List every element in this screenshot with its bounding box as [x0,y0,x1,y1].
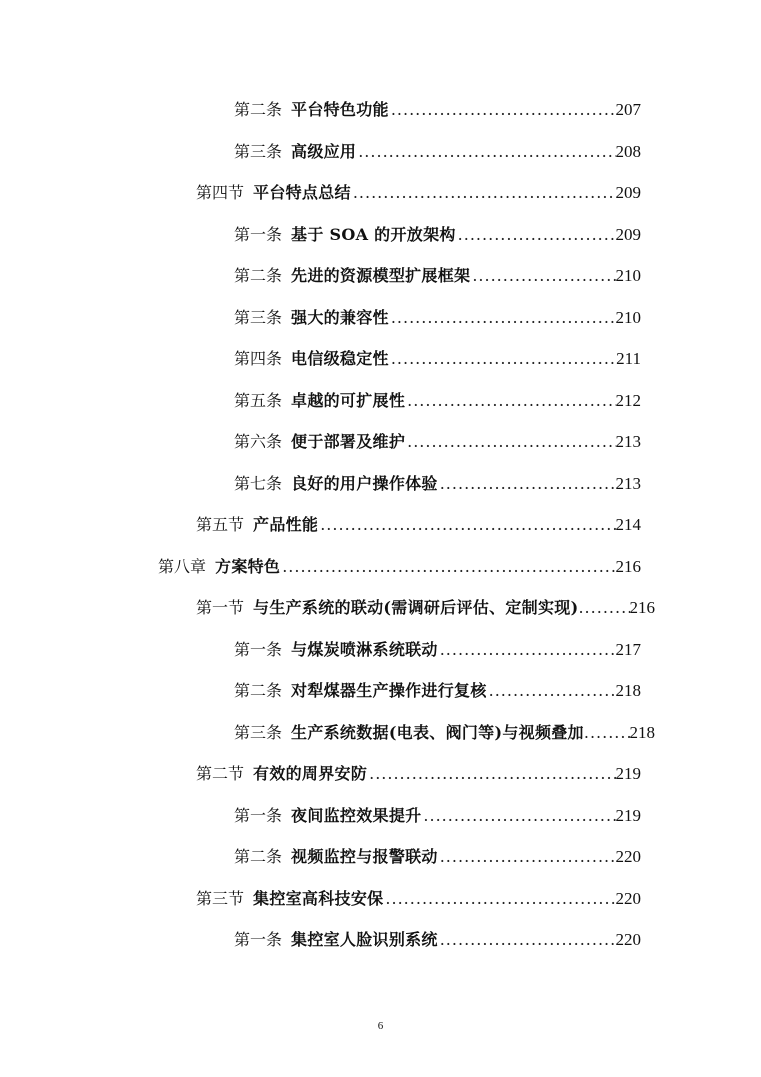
dot-leader [405,386,615,416]
toc-entry[interactable] [234,469,641,499]
toc-entry-page: 220 [615,930,641,949]
toc-entry[interactable] [196,510,641,540]
dot-leader [351,178,616,208]
toc-entry[interactable] [234,635,641,665]
toc-entry-page: 220 [615,847,641,866]
toc-entry-page: 212 [615,391,641,410]
dot-leader [389,95,616,125]
toc-entry-page: 219 [615,764,641,783]
toc-entry-page: 210 [615,266,641,285]
toc-entry-title: 高级应用 [291,142,357,161]
toc-entry[interactable] [196,178,641,208]
toc-entry-number: 第一节 [196,598,245,617]
toc-entry[interactable] [196,593,655,623]
toc-entry-number: 第一条 [234,225,283,244]
toc-entry[interactable] [234,303,641,333]
toc-entry-number: 第二节 [196,764,245,783]
toc-entry-page: 207 [615,100,641,119]
toc-entry-page: 216 [629,598,655,617]
dot-leader [318,510,615,540]
dot-leader [438,635,616,665]
toc-entry-page: 218 [629,723,655,742]
toc-entry-title: 卓越的可扩展性 [291,391,406,410]
dot-leader [383,884,615,914]
toc-entry[interactable] [234,95,641,125]
toc-entry[interactable] [234,427,641,457]
toc-entry-page: 213 [615,432,641,451]
toc-entry-title: 有效的周界安防 [253,764,368,783]
dot-leader [456,220,616,250]
toc-entry-number: 第四节 [196,183,245,202]
toc-entry-title: 平台特点总结 [253,183,351,202]
toc-entry-title: 强大的兼容性 [291,308,389,327]
toc-entry-title: 基于 SOA 的开放架构 [291,225,456,244]
toc-entry-title: 平台特色功能 [291,100,389,119]
toc-entry-page: 208 [615,142,641,161]
toc-entry-number: 第七条 [234,474,283,493]
toc-entry-number: 第三条 [234,308,283,327]
toc-entry[interactable] [158,552,641,582]
toc-entry-title: 对犁煤器生产操作进行复核 [291,681,487,700]
toc-entry-title: 方案特色 [215,557,281,576]
toc-entry-page: 213 [615,474,641,493]
toc-entry[interactable] [234,801,641,831]
toc-entry-page: 209 [615,225,641,244]
dot-leader [356,137,615,167]
dot-leader [280,552,615,582]
toc-entry[interactable] [234,220,641,250]
toc-entry-page: 219 [615,806,641,825]
toc-entry-number: 第二条 [234,681,283,700]
toc-entry-title: 电信级稳定性 [291,349,389,368]
dot-leader [438,842,616,872]
toc-entry-number: 第一条 [234,806,283,825]
toc-entry-title: 集控室高科技安保 [253,889,384,908]
dot-leader [584,718,630,748]
toc-entry-number: 第五条 [234,391,283,410]
toc-entry-number: 第五节 [196,515,245,534]
toc-entry-title: 良好的用户操作体验 [291,474,438,493]
toc-entry-number: 第三条 [234,142,283,161]
toc-entry[interactable] [234,676,641,706]
toc-entry[interactable] [234,344,641,374]
toc-entry-number: 第八章 [158,557,207,576]
toc-entry[interactable] [234,842,641,872]
toc-entry[interactable] [234,925,641,955]
toc-entry[interactable] [196,759,641,789]
toc-entry-page: 209 [615,183,641,202]
toc-entry-page: 210 [615,308,641,327]
toc-entry-number: 第三节 [196,889,245,908]
toc-entry-title: 便于部署及维护 [291,432,406,451]
toc-entry-title: 产品性能 [253,515,319,534]
dot-leader [421,801,615,831]
dot-leader [470,261,615,291]
toc-entry[interactable] [234,386,641,416]
toc-entry-page: 216 [615,557,641,576]
toc-entry-number: 第二条 [234,100,283,119]
dot-leader [578,593,629,623]
dot-leader [438,925,616,955]
dot-leader [367,759,615,789]
toc-entry-title: 生产系统数据(电表、阀门等)与视频叠加 [291,723,584,742]
dot-leader [487,676,616,706]
toc-entry-number: 第二条 [234,847,283,866]
dot-leader [438,469,616,499]
toc-entry-title: 夜间监控效果提升 [291,806,422,825]
toc-entry-page: 218 [615,681,641,700]
dot-leader [405,427,615,457]
dot-leader [389,303,616,333]
toc-entry-number: 第三条 [234,723,283,742]
toc-entry[interactable] [234,137,641,167]
toc-entry[interactable] [234,261,641,291]
toc-entry-number: 第一条 [234,640,283,659]
toc-entry-page: 217 [615,640,641,659]
toc-entry-title: 与煤炭喷淋系统联动 [291,640,438,659]
toc-entry-title: 集控室人脸识别系统 [291,930,438,949]
toc-entry-number: 第四条 [234,349,283,368]
toc-entry-number: 第二条 [234,266,283,285]
toc-entry-page: 220 [615,889,641,908]
page-number: 6 [377,1020,384,1032]
toc-entry-title: 视频监控与报警联动 [291,847,438,866]
toc-entry[interactable] [234,718,655,748]
dot-leader [389,344,616,374]
toc-entry-number: 第一条 [234,930,283,949]
toc-entry-page: 214 [615,515,641,534]
toc-entry-number: 第六条 [234,432,283,451]
toc-entry[interactable] [196,884,641,914]
toc-entry-title: 与生产系统的联动(需调研后评估、定制实现) [253,598,579,617]
toc-entry-title: 先进的资源模型扩展框架 [291,266,471,285]
toc-entry-page: 211 [616,349,641,368]
